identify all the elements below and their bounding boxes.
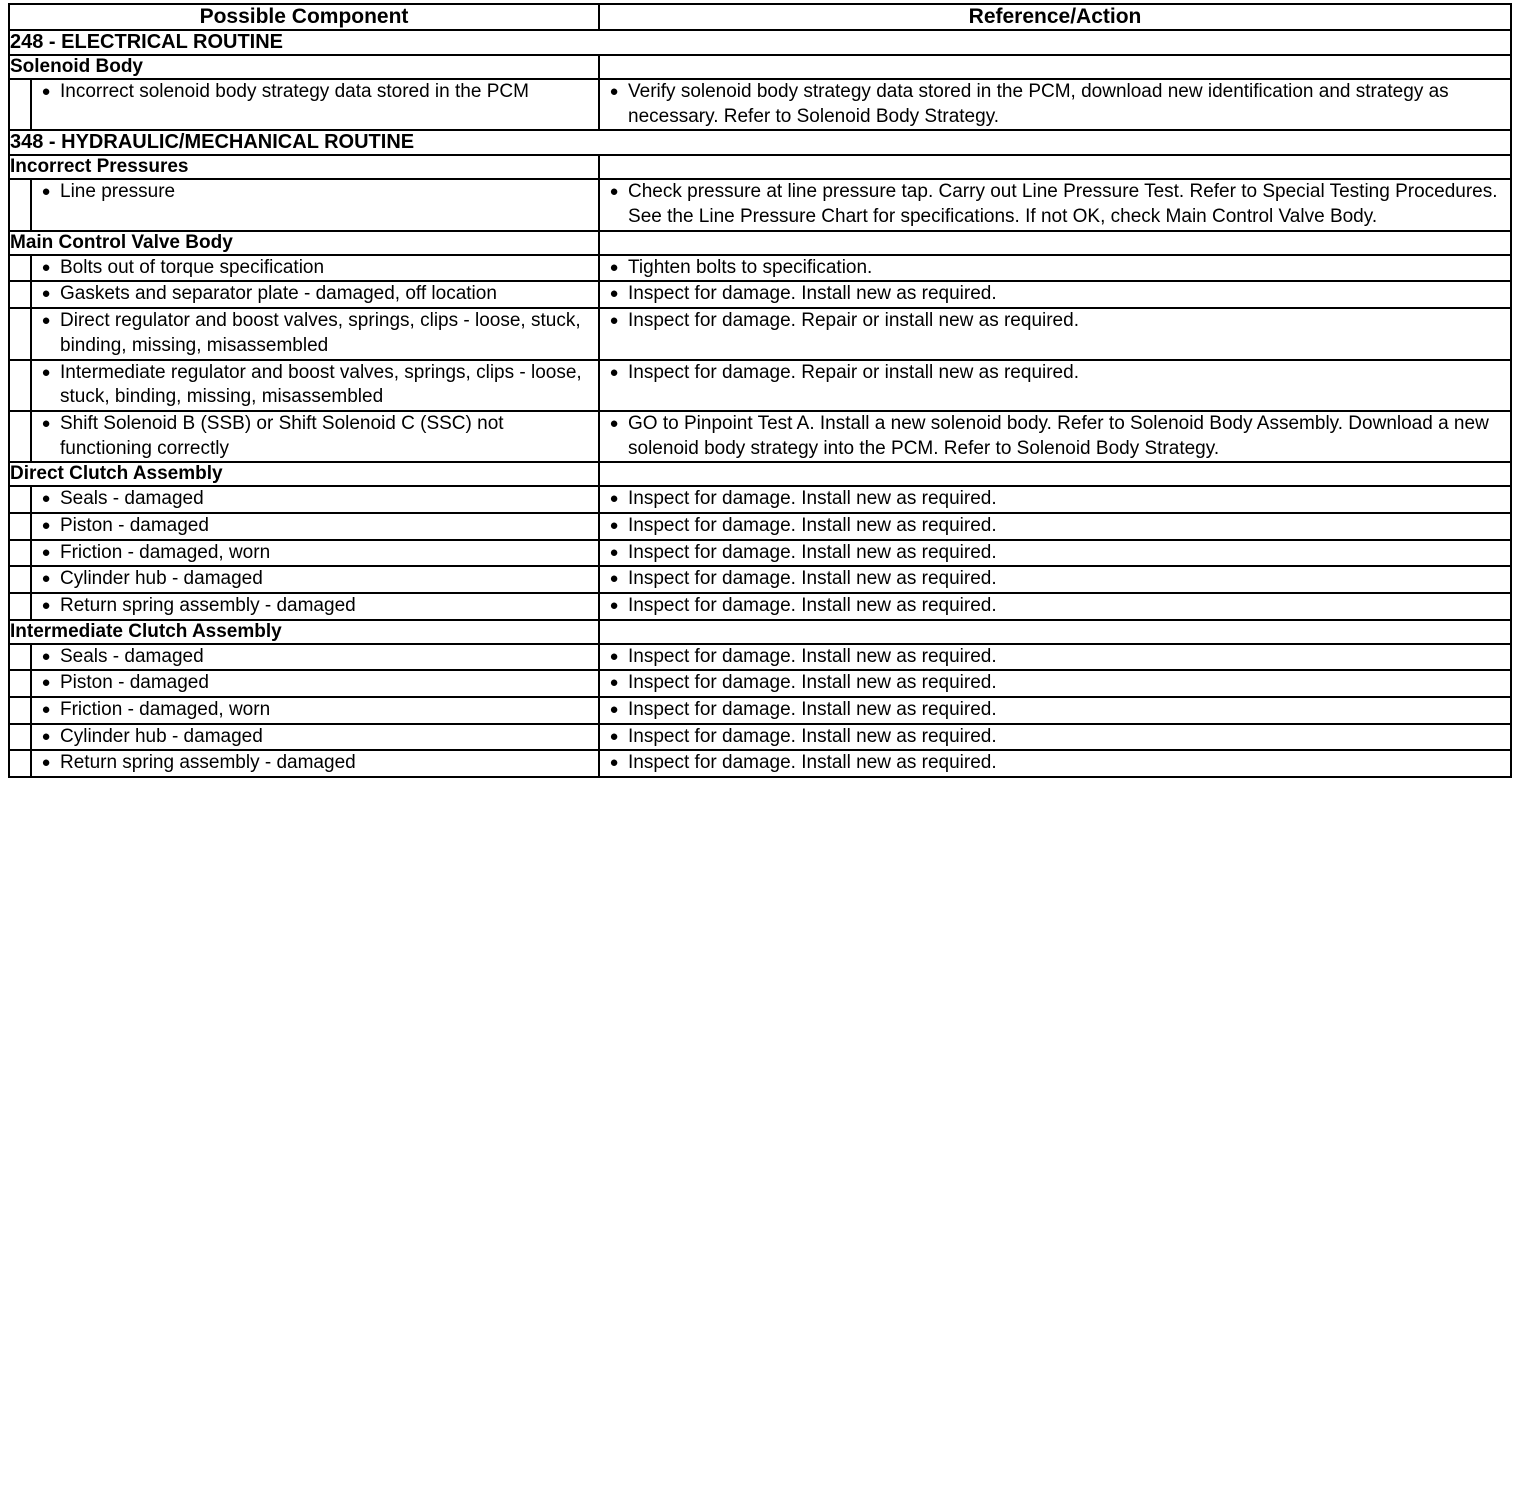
action-text: Verify solenoid body strategy data stored in the PCM, download new identification and strategy as necessary. Refer to Solenoid Body Strategy.: [628, 81, 1449, 127]
group-empty-cell: [599, 620, 1511, 644]
table-row: [9, 308, 1511, 359]
component-text: Friction - damaged, worn: [60, 541, 271, 563]
group-title: Solenoid Body: [9, 55, 599, 79]
action-cell: [599, 486, 1511, 513]
component-cell: [31, 697, 599, 724]
component-cell: [31, 670, 599, 697]
action-text: Inspect for damage. Repair or install new as required.: [628, 361, 1079, 383]
section-header-row: [9, 130, 1511, 155]
component-cell: [31, 281, 599, 308]
group-title: Incorrect Pressures: [9, 155, 599, 179]
table-row: [9, 540, 1511, 567]
row-indent-cell: [9, 513, 31, 540]
action-text: Inspect for damage. Install new as required.: [628, 283, 997, 305]
action-cell: [599, 360, 1511, 411]
action-text: Inspect for damage. Install new as required.: [628, 645, 997, 667]
component-cell: [31, 486, 599, 513]
component-cell: [31, 79, 599, 130]
table-row: [9, 486, 1511, 513]
bullet-icon: ●: [41, 516, 51, 534]
component-cell: [31, 308, 599, 359]
bullet-icon: ●: [41, 597, 51, 614]
bullet-icon: ●: [609, 516, 619, 534]
component-text: Seals - damaged: [60, 488, 204, 510]
bullet-icon: ●: [609, 312, 619, 330]
bullet-icon: ●: [41, 414, 51, 432]
row-indent-cell: [9, 308, 31, 359]
table-row: [9, 697, 1511, 724]
bullet-icon: ●: [609, 414, 619, 432]
bullet-icon: ●: [41, 727, 51, 745]
diagnostic-table: [8, 3, 1512, 778]
bullet-icon: ●: [609, 701, 619, 719]
table-row: [9, 179, 1511, 230]
action-text: Tighten bolts to specification.: [628, 256, 873, 278]
table-row: [9, 644, 1511, 671]
bullet-icon: ●: [609, 363, 619, 381]
bullet-icon: ●: [609, 543, 619, 561]
component-cell: [31, 724, 599, 751]
component-cell: [31, 411, 599, 462]
component-cell: [31, 255, 599, 282]
action-cell: [599, 79, 1511, 130]
section-title: 348 - HYDRAULIC/MECHANICAL ROUTINE: [9, 130, 1511, 155]
action-text: Inspect for damage. Install new as required.: [628, 595, 997, 616]
bullet-icon: ●: [609, 490, 619, 508]
column-header-component: Possible Component: [9, 4, 599, 30]
component-text: Return spring assembly - damaged: [60, 595, 356, 616]
group-header-row: [9, 55, 1511, 79]
component-text: Cylinder hub - damaged: [60, 725, 263, 747]
table-row: [9, 593, 1511, 620]
group-title: Direct Clutch Assembly: [9, 462, 599, 486]
component-cell: [31, 360, 599, 411]
bullet-icon: ●: [609, 570, 619, 588]
component-text: Direct regulator and boost valves, springs, clips - loose, stuck, binding, missing, misassembled: [60, 310, 581, 356]
component-text: Bolts out of torque specification: [60, 256, 325, 278]
action-text: Inspect for damage. Install new as required.: [628, 568, 997, 590]
component-text: Return spring assembly - damaged: [60, 752, 356, 774]
action-text: Inspect for damage. Repair or install new as required.: [628, 310, 1079, 332]
table-row: [9, 79, 1511, 130]
component-cell: [31, 566, 599, 593]
row-indent-cell: [9, 670, 31, 697]
table-row: [9, 670, 1511, 697]
row-indent-cell: [9, 360, 31, 411]
component-text: Piston - damaged: [60, 514, 209, 536]
group-header-row: [9, 620, 1511, 644]
table-row: [9, 750, 1511, 777]
action-text: Inspect for damage. Install new as required.: [628, 699, 997, 721]
row-indent-cell: [9, 644, 31, 671]
row-indent-cell: [9, 486, 31, 513]
row-indent-cell: [9, 697, 31, 724]
component-cell: [31, 540, 599, 567]
table-row: [9, 513, 1511, 540]
row-indent-cell: [9, 281, 31, 308]
group-header-row: [9, 155, 1511, 179]
group-empty-cell: [599, 55, 1511, 79]
row-indent-cell: [9, 79, 31, 130]
component-cell: [31, 644, 599, 671]
component-text: Gaskets and separator plate - damaged, off location: [60, 283, 497, 305]
action-cell: [599, 255, 1511, 282]
action-text: Check pressure at line pressure tap. Carry out Line Pressure Test. Refer to Special Testing Procedures. See the Line Pressure Chart for specifications. If not OK, check Main Control Valve Body.: [628, 181, 1498, 228]
bullet-icon: ●: [41, 543, 51, 561]
component-cell: [31, 179, 599, 230]
bullet-icon: ●: [609, 285, 619, 303]
action-text: Inspect for damage. Install new as required.: [628, 725, 997, 747]
action-cell: [599, 724, 1511, 751]
group-title: Intermediate Clutch Assembly: [9, 620, 599, 644]
row-indent-cell: [9, 540, 31, 567]
group-empty-cell: [599, 155, 1511, 179]
row-indent-cell: [9, 255, 31, 282]
group-empty-cell: [599, 231, 1511, 255]
group-header-row: [9, 462, 1511, 486]
bullet-icon: ●: [609, 727, 619, 745]
section-header-row: [9, 30, 1511, 55]
bullet-icon: ●: [41, 285, 51, 303]
action-cell: [599, 566, 1511, 593]
component-cell: [31, 513, 599, 540]
row-indent-cell: [9, 411, 31, 462]
bullet-icon: ●: [609, 754, 619, 772]
bullet-icon: ●: [41, 647, 51, 665]
row-indent-cell: [9, 179, 31, 230]
action-cell: [599, 670, 1511, 697]
group-empty-cell: [599, 462, 1511, 486]
section-title: 248 - ELECTRICAL ROUTINE: [9, 30, 1511, 55]
component-text: Incorrect solenoid body strategy data stored in the PCM: [60, 81, 529, 102]
row-indent-cell: [9, 566, 31, 593]
component-text: Seals - damaged: [60, 645, 204, 667]
row-indent-cell: [9, 724, 31, 751]
table-row: [9, 255, 1511, 282]
bullet-icon: ●: [609, 597, 619, 614]
action-cell: [599, 593, 1511, 620]
table-row: [9, 281, 1511, 308]
table-row: [9, 360, 1511, 411]
component-text: Intermediate regulator and boost valves, springs, clips - loose, stuck, binding, missing, misassembled: [60, 361, 582, 408]
row-indent-cell: [9, 750, 31, 777]
table-row: [9, 566, 1511, 593]
group-title: Main Control Valve Body: [9, 231, 599, 255]
action-text: Inspect for damage. Install new as required.: [628, 514, 997, 536]
bullet-icon: ●: [609, 647, 619, 665]
action-cell: [599, 644, 1511, 671]
action-cell: [599, 281, 1511, 308]
bullet-icon: ●: [609, 674, 619, 692]
bullet-icon: ●: [41, 490, 51, 508]
bullet-icon: ●: [41, 701, 51, 719]
table-row: [9, 724, 1511, 751]
component-text: Line pressure: [60, 181, 176, 203]
bullet-icon: ●: [41, 258, 51, 276]
column-header-action: Reference/Action: [599, 4, 1511, 30]
action-cell: [599, 308, 1511, 359]
row-indent-cell: [9, 593, 31, 620]
component-cell: [31, 593, 599, 620]
bullet-icon: ●: [41, 83, 51, 100]
component-text: Friction - damaged, worn: [60, 699, 271, 721]
bullet-icon: ●: [41, 312, 51, 330]
bullet-icon: ●: [609, 258, 619, 276]
component-cell: [31, 750, 599, 777]
action-cell: [599, 411, 1511, 462]
bullet-icon: ●: [609, 83, 619, 100]
group-header-row: [9, 231, 1511, 255]
action-cell: [599, 750, 1511, 777]
component-text: Piston - damaged: [60, 672, 209, 694]
action-cell: [599, 697, 1511, 724]
action-cell: [599, 179, 1511, 230]
bullet-icon: ●: [41, 674, 51, 692]
action-text: Inspect for damage. Install new as required.: [628, 752, 997, 774]
bullet-icon: ●: [41, 570, 51, 588]
action-text: Inspect for damage. Install new as required.: [628, 672, 997, 694]
action-cell: [599, 540, 1511, 567]
action-text: GO to Pinpoint Test A. Install a new solenoid body. Refer to Solenoid Body Assembly. Download a new solenoid body strategy into the PCM. Refer to Solenoid Body Strategy.: [628, 412, 1489, 459]
bullet-icon: ●: [41, 363, 51, 381]
component-text: Cylinder hub - damaged: [60, 568, 263, 590]
table-row: [9, 411, 1511, 462]
document-page: [0, 3, 1520, 778]
component-text: Shift Solenoid B (SSB) or Shift Solenoid C (SSC) not functioning correctly: [60, 412, 504, 459]
bullet-icon: ●: [609, 183, 619, 201]
action-cell: [599, 513, 1511, 540]
table-header-row: [9, 4, 1511, 30]
action-text: Inspect for damage. Install new as required.: [628, 488, 997, 510]
bullet-icon: ●: [41, 183, 51, 201]
bullet-icon: ●: [41, 754, 51, 772]
action-text: Inspect for damage. Install new as required.: [628, 541, 997, 563]
